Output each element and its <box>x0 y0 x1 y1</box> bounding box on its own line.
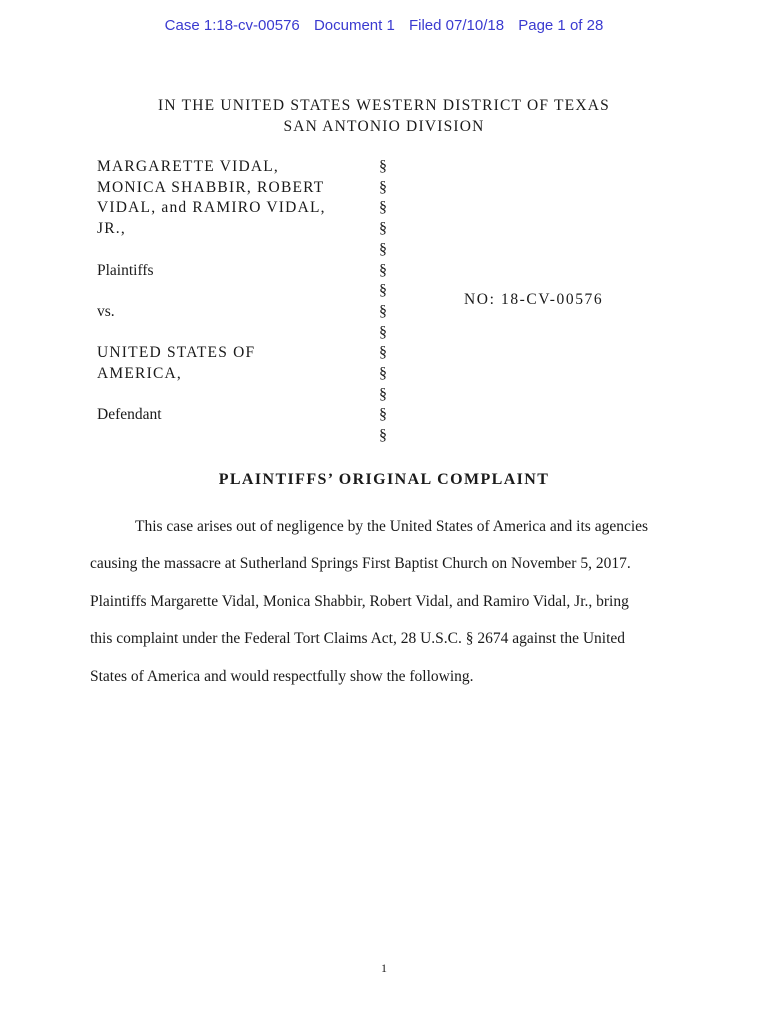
paragraph-line: causing the massacre at Sutherland Springs First Baptist Church on November 5, 2017. <box>90 555 631 573</box>
section-mark: § <box>379 158 387 175</box>
plaintiff-name-line: JR., <box>97 220 126 238</box>
paragraph-line: States of America and would respectfully show the following. <box>90 667 474 685</box>
defendant-label: Defendant <box>97 406 162 424</box>
court-division: SAN ANTONIO DIVISION <box>283 118 485 135</box>
defendant-name-line: UNITED STATES OF <box>97 344 256 362</box>
filed-date-stamp: Filed 07/10/18 <box>408 17 505 34</box>
plaintiff-name-line: VIDAL, and RAMIRO VIDAL, <box>97 199 326 217</box>
section-mark: § <box>379 427 387 445</box>
case-number-stamp: Case 1:18-cv-00576 <box>164 17 300 34</box>
court-heading <box>0 95 768 137</box>
section-mark: § <box>379 344 387 362</box>
document-title: PLAINTIFFS’ ORIGINAL COMPLAINT <box>218 471 550 488</box>
section-mark: § <box>379 385 387 403</box>
plaintiff-name-line: MONICA SHABBIR, ROBERT <box>97 178 325 196</box>
section-mark: § <box>379 199 387 217</box>
document-number-stamp: Document 1 <box>313 17 395 34</box>
court-name: IN THE UNITED STATES WESTERN DISTRICT OF TEXAS <box>158 97 610 114</box>
section-mark: § <box>379 365 387 383</box>
paragraph-line: This case arises out of negligence by the United States of America and its agencies <box>135 518 649 535</box>
section-mark-column <box>376 157 390 447</box>
versus-label: vs. <box>97 302 115 320</box>
page-number: 1 <box>381 961 387 975</box>
case-number: NO: 18-CV-00576 <box>464 291 604 308</box>
paragraph-line: this complaint under the Federal Tort Claims Act, 28 U.S.C. § 2674 against the United <box>90 630 626 648</box>
section-mark: § <box>379 282 387 300</box>
plaintiff-name-line: MARGARETTE VIDAL, <box>97 158 279 175</box>
page-count-stamp: Page 1 of 28 <box>518 17 604 34</box>
section-mark: § <box>379 240 387 258</box>
paragraph-line: Plaintiffs Margarette Vidal, Monica Shabbir, Robert Vidal, and Ramiro Vidal, Jr., bring <box>90 592 629 610</box>
section-mark: § <box>379 178 387 196</box>
section-mark: § <box>379 220 387 238</box>
party-block <box>97 157 347 426</box>
section-mark: § <box>379 406 387 424</box>
section-mark: § <box>379 323 387 341</box>
complaint-paragraph <box>90 508 690 695</box>
section-mark: § <box>379 302 387 320</box>
section-mark: § <box>379 261 387 279</box>
plaintiffs-label: Plaintiffs <box>97 261 154 279</box>
defendant-name-line: AMERICA, <box>97 364 182 382</box>
ecf-filing-header <box>0 17 768 34</box>
